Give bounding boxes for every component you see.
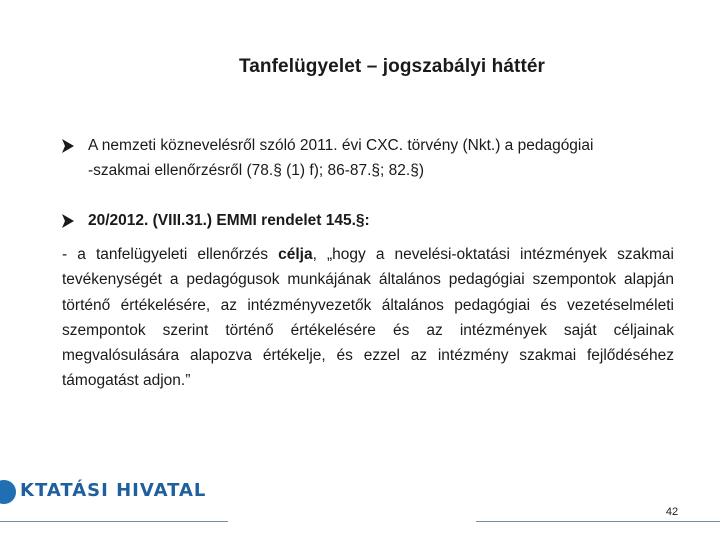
bullet-item-law (62, 133, 678, 183)
logo-circle-icon (0, 480, 16, 504)
paragraph-prefix: - a tanfelügyeleti ellenőrzés (62, 246, 279, 263)
decree-paragraph (62, 242, 674, 394)
bullet-decree-text: 20/2012. (VIII.31.) EMMI rendelet 145.§: (88, 212, 370, 229)
oktatasi-hivatal-logo (0, 478, 260, 506)
arrow-bullet-icon (60, 213, 76, 229)
arrow-bullet-icon (60, 138, 76, 154)
page-number: 42 (665, 506, 679, 518)
footer-divider-left (0, 521, 228, 522)
logo-text: KTATÁSI HIVATAL (20, 480, 207, 501)
bullet-item-decree (62, 208, 678, 233)
paragraph-emphasis: célja (278, 246, 313, 263)
paragraph-body: , „hogy a nevelési-oktatási intézmények szakmai tevékenységét a pedagógusok munkájának általános pedagógiai szempontok alapján történő értékelésére, az intézményvezetők általános pedagógiai és vezetéselméleti szempontok szerint történő értékelésére és az intézmények saját céljainak megvalósulására alapozva értékelje, és ezzel az intézmény szakmai fejlődéséhez támogatást adjon.” (62, 246, 674, 390)
bullet-law-line1: A nemzeti köznevelésről szóló 2011. évi CXC. törvény (Nkt.) a pedagógiai (88, 137, 594, 154)
slide-title: Tanfelügyelet – jogszabályi háttér (238, 56, 546, 77)
bullet-law-line2: -szakmai ellenőrzésről (78.§ (1) f); 86-87.§; 82.§) (88, 162, 424, 179)
footer-divider-right (476, 521, 720, 522)
